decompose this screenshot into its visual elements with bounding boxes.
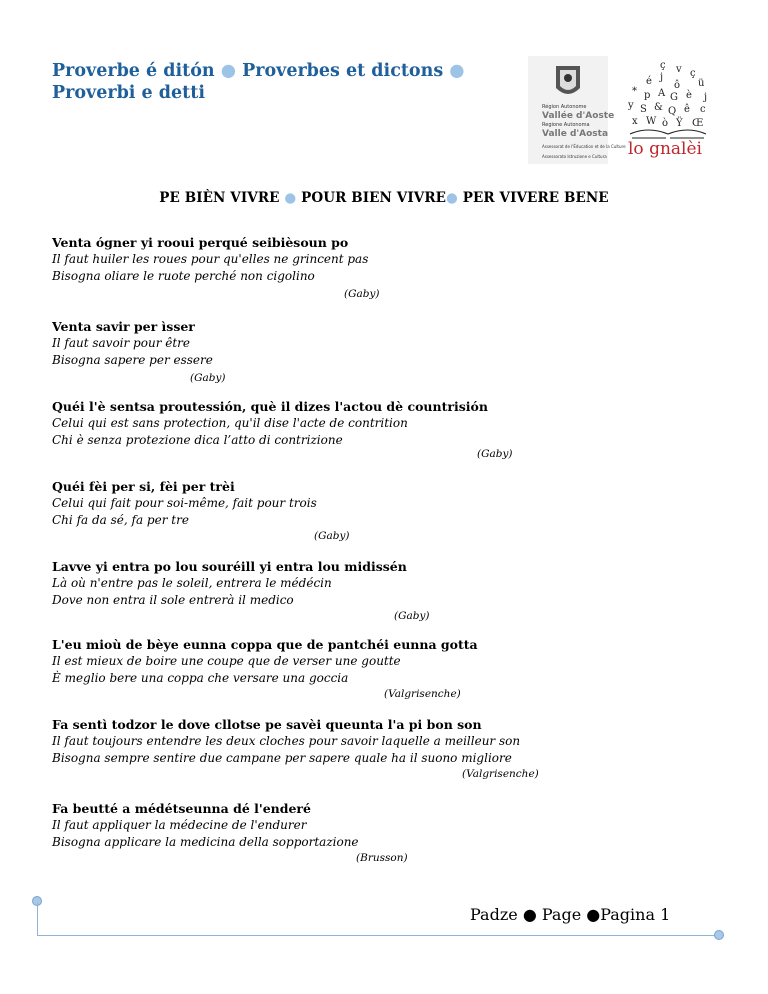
section-heading [0,190,768,206]
title-italian: Proverbi e detti [52,83,205,103]
assess-it-text: Assessorato Istruzione e Cultura [542,154,607,159]
region-fr2-text: Vallée d'Aoste [542,111,615,121]
svg-text:Œ: Œ [692,118,704,129]
heading-dialect: PE BIÈN VIVRE [159,190,280,206]
proverb-dialect: Venta savir per ìsser [52,319,195,334]
heading-bullet: ● [284,190,297,206]
title-french: Proverbes et dictons [242,61,444,81]
proverb-italian: Bisogna sapere per essere [52,353,213,367]
region-it2-text: Valle d'Aosta [542,129,609,139]
logos-area [528,56,728,166]
proverb-french: Il faut huiler les roues pour qu'elles ne grincent pas [52,252,369,266]
svg-text:*: * [632,86,637,97]
assess-fr-text: Assessorat de l'Éducation et de la Culture [542,144,626,149]
proverb-source: (Valgrisenche) [384,688,461,700]
page-number: Padze ● Page ●Pagina 1 [470,905,671,924]
svg-text:ç: ç [690,68,696,79]
proverb-dialect: Fa sentì todzor le dove cllotse pe savèi queunta l'a pi bon son [52,717,482,732]
svg-text:Q: Q [668,106,677,117]
proverb-source: (Brusson) [356,852,408,864]
footer-line-vertical [37,903,38,935]
proverb-italian: Dove non entra il sole entrerà il medico [52,593,294,607]
svg-text:A: A [658,88,666,99]
svg-text:j: j [660,72,664,83]
proverb-dialect: Quéi l'è sentsa proutessión, què il dizes l'actou dè countrisión [52,399,488,414]
proverb-entry [52,800,612,864]
heading-italian: PER VIVERE BENE [462,190,609,206]
proverb-entry [52,478,612,542]
proverb-dialect: Quéi fèi per si, fèi per trèi [52,479,235,494]
proverb-source: (Valgrisenche) [462,768,539,780]
proverb-french: Il est mieux de boire une coupe que de verser une goutte [52,654,401,668]
proverb-italian: È meglio bere una coppa che versare una goccia [52,671,349,685]
title-bullet: ● [449,61,465,81]
proverb-italian: Bisogna applicare la medicina della sopportazione [52,835,359,849]
proverb-source: (Gaby) [394,610,430,622]
proverb-source: (Gaby) [190,372,226,384]
footer-line-horizontal [37,935,720,936]
svg-text:&: & [654,102,663,113]
region-it-text: Regione Autonoma [542,122,590,128]
proverb-source: (Gaby) [477,448,513,460]
heading-bullet: ● [446,190,458,206]
proverb-italian: Chi fa da sé, fa per tre [52,513,189,527]
proverb-source: (Gaby) [344,288,380,300]
svg-text:j: j [704,92,708,103]
proverb-entry [52,716,612,780]
proverb-entry [52,558,612,622]
proverb-dialect: Venta ógner yi rooui perqué seibièsoun po [52,235,349,250]
proverb-entry [52,398,612,460]
svg-text:x: x [632,116,638,127]
svg-text:p: p [644,90,651,101]
proverb-italian: Bisogna oliare le ruote perché non cigolino [52,269,315,283]
svg-text:S: S [640,104,647,115]
proverb-french: Celui qui fait pour soi-même, fait pour trois [52,496,317,510]
proverb-french: Là où n'entre pas le soleil, entrera le médécin [52,576,332,590]
title-dialect: Proverbe é ditón [52,61,215,81]
title-bullet: ● [220,61,237,81]
proverb-french: Il faut toujours entendre les deux cloches pour savoir laquelle a meilleur son [52,734,521,748]
svg-text:ç: ç [660,60,666,71]
svg-text:Ÿ: Ÿ [676,118,683,129]
svg-text:c: c [700,104,706,115]
svg-text:ò: ò [662,118,669,129]
svg-text:ü: ü [698,78,705,89]
proverb-dialect: Lavve yi entra po lou souréill yi entra lou midissén [52,559,407,574]
proverb-entry [52,636,612,700]
svg-text:v: v [676,64,682,75]
svg-text:y: y [628,100,634,111]
proverb-french: Celui qui est sans protection, qu'il dise l'acte de contrition [52,416,408,430]
svg-text:é: é [646,76,652,87]
svg-text:ô: ô [674,80,681,91]
svg-text:è: è [686,90,692,101]
heading-french: POUR BIEN VIVRE [301,190,447,206]
proverb-dialect: L'eu mioù de bèye eunna coppa que de pantchéi eunna gotta [52,637,478,652]
proverb-italian: Bisogna sempre sentire due campane per sapere quale ha il suono migliore [52,751,512,765]
proverb-french: Il faut appliquer la médecine de l'endurer [52,818,307,832]
proverb-entry [52,234,612,300]
svg-text:W: W [646,116,657,127]
svg-text:ê: ê [684,104,690,115]
region-logo-icon [528,56,728,166]
proverb-entry [52,318,612,384]
svg-text:G: G [670,92,678,103]
proverb-italian: Chi è senza protezione dica l’atto di contrizione [52,433,343,447]
proverb-source: (Gaby) [314,530,350,542]
region-fr-text: Région Autonome [542,104,587,110]
proverb-dialect: Fa beutté a médétseunna dé l'enderé [52,801,311,816]
proverb-french: Il faut savoir pour être [52,336,191,350]
lo-gnalei-logo: lo gnalèi [628,139,702,159]
footer-dot-right [714,930,724,940]
document-title [52,60,522,104]
